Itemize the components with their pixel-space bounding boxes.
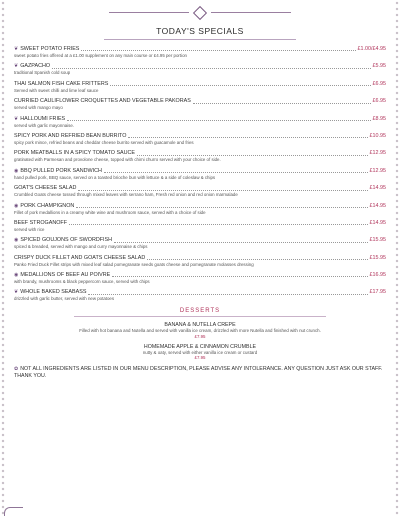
menu-item-description: gratinated with Parmesan and provolone cheese, topped with chimi churro served with your choice of side. (14, 157, 221, 163)
dot-leader (81, 50, 355, 51)
menu-item-description: served with rice (14, 226, 45, 232)
menu-item (14, 272, 386, 285)
menu-page (14, 0, 386, 516)
menu-item (14, 237, 386, 250)
menu-item-name: ◉ PORK CHAMPIGNON (14, 202, 75, 209)
gf-icon: ◉ (14, 272, 19, 279)
veg-icon: ❦ (14, 63, 19, 70)
dot-leader (114, 242, 367, 243)
corner-logo (4, 507, 23, 516)
menu-item-price: £8.95 (372, 115, 386, 122)
dessert-item (14, 344, 386, 361)
menu-item-name: CRISPY DUCK FILLET AND GOATS CHEESE SALAD (14, 254, 146, 261)
desserts-list (14, 322, 386, 360)
menu-item (14, 220, 386, 233)
dot-leader (69, 224, 367, 225)
menu-item-name: ◉ SPICED GOUJONS OF SWORDFISH (14, 237, 113, 244)
dot-leader (76, 207, 367, 208)
dot-leader (112, 276, 367, 277)
dot-leader (110, 85, 370, 86)
dot-leader (52, 68, 370, 69)
menu-item-price: £15.95 (369, 237, 386, 244)
menu-item-price: £1.00/£4.95 (357, 46, 386, 52)
desserts-divider (74, 316, 326, 317)
menu-item-description: served with garlic mayonnaise. (14, 122, 75, 128)
dessert-description: Filled with hot banana and Nutella and served with vanilla ice cream, drizzled with more Nutella and finished with nut crunch. (79, 328, 321, 334)
menu-item (14, 133, 386, 146)
gf-icon: ◉ (14, 167, 19, 174)
menu-item-price: £14.95 (369, 219, 386, 226)
diamond-icon (193, 6, 207, 20)
menu-item-price: £15.95 (369, 254, 386, 261)
page-title: TODAY'S SPECIALS (156, 26, 244, 36)
menu-item-description: served with mango mayo (14, 105, 63, 111)
menu-item-price: £14.95 (369, 202, 386, 209)
top-ornament (14, 4, 386, 22)
menu-item-description: drizzled with garlic butter, served with new potatoes (14, 296, 115, 302)
menu-item (14, 255, 386, 268)
veg-icon: ❦ (14, 115, 19, 122)
menu-item-name: ❦ HALLOUMI FRIES (14, 115, 66, 122)
menu-item-price: £16.95 (369, 272, 386, 279)
menu-item-price: £17.95 (369, 289, 386, 296)
menu-item-name: THAI SALMON FISH CAKE FRITTERS (14, 80, 109, 87)
menu-item (14, 203, 386, 216)
menu-item-price: £6.95 (372, 98, 386, 105)
desserts-heading: DESSERTS (179, 308, 221, 315)
menu-item-name: PORK MEATBALLS IN A SPICY TOMATO SAUCE (14, 150, 136, 157)
dessert-item (14, 322, 386, 339)
warning-icon: ✿ (14, 366, 19, 373)
menu-item-name: ❦ SWEET POTATO FRIES (14, 46, 80, 52)
dot-leader (88, 294, 367, 295)
veg-icon: ❦ (14, 289, 19, 296)
menu-item-name: ◉ BBQ PULLED PORK SANDWICH (14, 167, 102, 174)
menu-item-description: Panko Fried Duck Fillet strips with mixed leaf salad pomegranate seeds goats cheese and pomegranate molasses dressing (14, 261, 254, 267)
menu-item (14, 98, 386, 111)
menu-item-name: BEEF STROGANOFF (14, 219, 68, 226)
menu-item-description: Crumbled Goats cheese tossed through mixed leaves with serrano ham, Fresh red onion and red onion marmalade (14, 192, 238, 198)
dot-leader (67, 120, 370, 121)
menu-item (14, 289, 386, 302)
border-dots-left (0, 0, 6, 516)
dessert-description: nutty & oaty, served with either vanilla ice cream or custard (142, 349, 258, 355)
menu-item-description: sweet potato fries offered at a £1.00 supplement on any main course or £4.95 per portion (14, 53, 187, 58)
menu-item (14, 150, 386, 163)
menu-item-description: with brandy, mushrooms & black peppercorn sauce, served with chips (14, 279, 150, 285)
menu-item-description: Served with sweet chilli and lime leaf sauce (14, 87, 99, 93)
menu-item-description: Fillet of pork medallions in a creamy white wine and mushroom sauce, served with a choice of side (14, 209, 206, 215)
menu-item-name: SPICY PORK AND REFRIED BEAN BURRITO (14, 132, 127, 139)
dot-leader (147, 259, 367, 260)
menu-item (14, 116, 386, 129)
menu-item-name: CURRIED CAULIFLOWER CROQUETTES AND VEGETABLE PAKORAS (14, 98, 191, 105)
menu-item-price: £12.95 (369, 167, 386, 174)
dot-leader (78, 190, 367, 191)
menu-item-description: spiced & breaded, served with mango and curry mayonnaise & chips (14, 244, 148, 250)
border-dots-right (394, 0, 400, 516)
dessert-name: BANANA & NUTELLA CREPE (164, 322, 236, 329)
menu-item-description: hand pulled pork, BBQ sauce, served on a toasted brioche bun with lettuce & a side of coleslaw & chips (14, 174, 216, 180)
allergy-note: ✿ NOT ALL INGREDIENTS ARE LISTED IN OUR MENU DESCRIPTION, PLEASE ADVISE ANY INTOLERANCE. ANY QUESTION JUST ASK OUR STAFF. THANK YOU. (14, 366, 383, 380)
dot-leader (193, 103, 371, 104)
dot-leader (128, 137, 367, 138)
dot-leader (137, 155, 367, 156)
veg-icon: ❦ (14, 46, 19, 52)
menu-item-price: £12.95 (369, 150, 386, 157)
dessert-price: £7.95 (194, 355, 206, 361)
dessert-name: HOMEMADE APPLE & CINNAMON CRUMBLE (143, 343, 257, 350)
menu-item-name: ❦ WHOLE BAKED SEABASS (14, 289, 87, 296)
menu-item-price: £5.95 (372, 63, 386, 70)
menu-item (14, 185, 386, 198)
menu-item-name: ❦ GAZPACHO (14, 63, 51, 70)
specials-list (14, 46, 386, 302)
menu-item-description: spicy pork mince, refried beans and cheddar cheese burrito served with guacamole and fries (14, 139, 194, 145)
gf-icon: ◉ (14, 202, 19, 209)
menu-item-name: GOAT'S CHEESE SALAD (14, 185, 77, 192)
menu-item (14, 63, 386, 76)
menu-item-name: ◉ MEDALLIONS OF BEEF AU POIVRE (14, 272, 111, 279)
gf-icon: ◉ (14, 237, 19, 244)
menu-item-price: £6.95 (372, 80, 386, 87)
menu-item-price: £14.95 (369, 185, 386, 192)
menu-item (14, 168, 386, 181)
menu-item (14, 81, 386, 94)
dot-leader (104, 172, 368, 173)
title-divider (104, 39, 296, 40)
menu-item (14, 46, 386, 59)
dessert-price: £7.95 (194, 333, 206, 339)
menu-item-description: traditional Spanish cold soup (14, 70, 71, 76)
menu-item-price: £10.95 (369, 132, 386, 139)
